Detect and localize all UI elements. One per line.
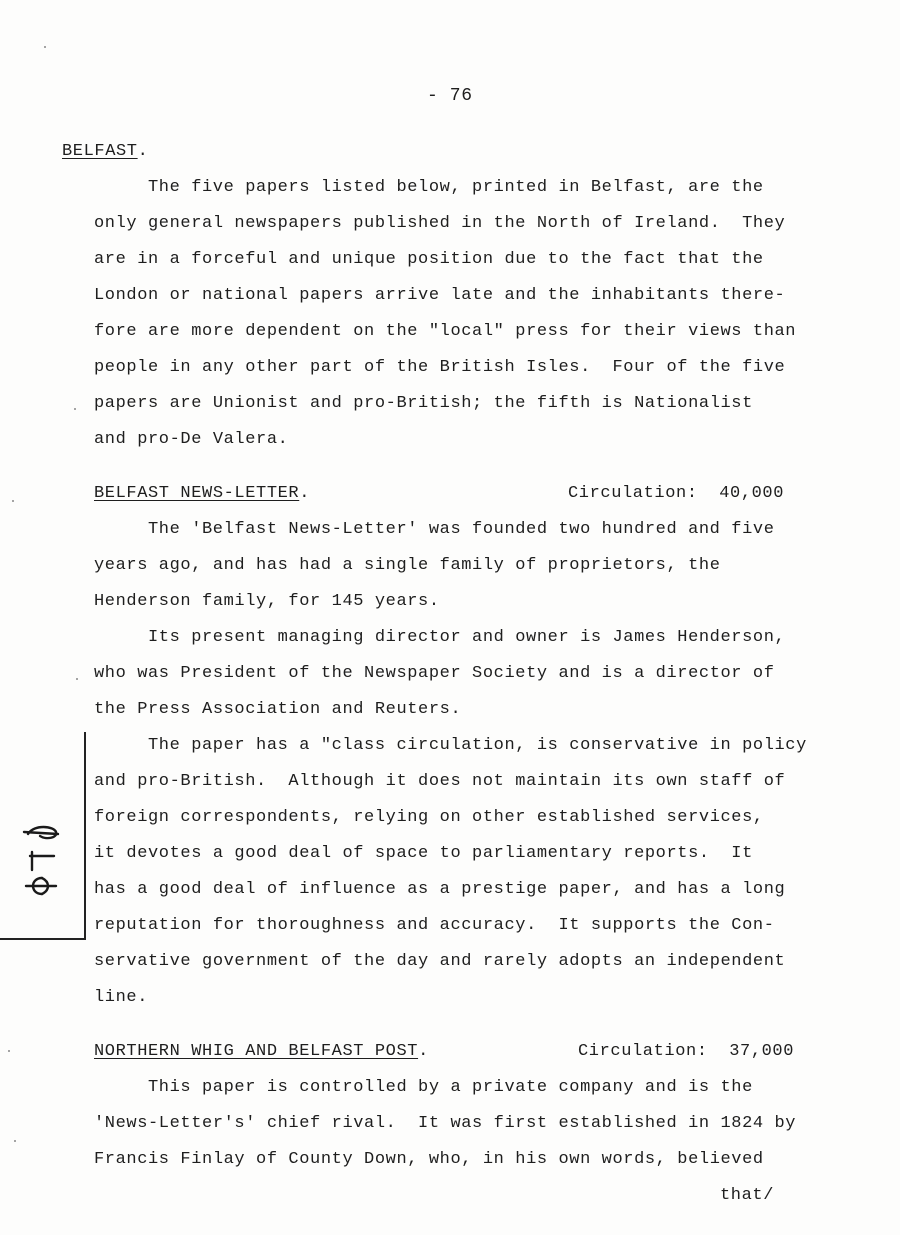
paper-title (94, 484, 310, 504)
paper-title-text: BELFAST NEWS-LETTER (94, 484, 300, 503)
scan-speck (8, 1050, 10, 1052)
scan-speck (76, 678, 78, 680)
intro-line: only general newspapers published in the North of Ireland. They (94, 214, 786, 233)
scan-speck (14, 1140, 16, 1142)
scan-speck (12, 500, 14, 502)
paper-line: line. (94, 988, 149, 1007)
section-heading-text: BELFAST (62, 142, 138, 161)
paper-line: years ago, and has had a single family of proprietors, the (94, 556, 721, 575)
paper-circulation: Circulation: 37,000 (578, 1042, 795, 1061)
paper-line: reputation for thoroughness and accuracy. It supports the Con- (94, 916, 775, 935)
paper-title-suffix: . (418, 1042, 429, 1061)
page-number: - 76 (427, 86, 473, 106)
paper-title-suffix: . (299, 484, 311, 503)
intro-line: The five papers listed below, printed in Belfast, are the (148, 178, 764, 197)
paper-line: foreign correspondents, relying on other established services, (94, 808, 764, 827)
section-heading-suffix: . (137, 142, 149, 161)
section-heading (62, 142, 148, 162)
scan-speck (44, 46, 46, 48)
paper-circulation: Circulation: 40,000 (568, 484, 785, 503)
paper-line: the Press Association and Reuters. (94, 700, 462, 719)
margin-bracket-line (0, 938, 86, 940)
handwritten-margin-number (20, 822, 64, 902)
scan-speck (74, 408, 76, 410)
paper-line: it devotes a good deal of space to parliamentary reports. It (94, 844, 753, 863)
paper-line: 'News-Letter's' chief rival. It was first established in 1824 by (94, 1114, 797, 1133)
paper-line: Francis Finlay of County Down, who, in his own words, believed (94, 1150, 764, 1169)
paper-line: who was President of the Newspaper Society and is a director of (94, 664, 775, 683)
paper-line: and pro-British. Although it does not maintain its own staff of (94, 772, 786, 791)
intro-line: are in a forceful and unique position due to the fact that the (94, 250, 764, 269)
intro-line: London or national papers arrive late and the inhabitants there- (94, 286, 786, 305)
intro-line: and pro-De Valera. (94, 430, 289, 449)
margin-bracket-line (84, 732, 86, 940)
paper-line: servative government of the day and rarely adopts an independent (94, 952, 786, 971)
intro-line: people in any other part of the British Isles. Four of the five (94, 358, 786, 377)
paper-line: This paper is controlled by a private company and is the (148, 1078, 753, 1097)
paper-line: Its present managing director and owner is James Henderson, (148, 628, 786, 647)
paper-line: has a good deal of influence as a prestige paper, and has a long (94, 880, 786, 899)
intro-line: papers are Unionist and pro-British; the fifth is Nationalist (94, 394, 753, 413)
paper-title-text: NORTHERN WHIG AND BELFAST POST (94, 1042, 419, 1061)
paper-line: Henderson family, for 145 years. (94, 592, 440, 611)
paper-line: The 'Belfast News-Letter' was founded two hundred and five (148, 520, 775, 539)
paper-line: The paper has a "class circulation, is conservative in policy (148, 736, 807, 755)
intro-line: fore are more dependent on the "local" press for their views than (94, 322, 797, 341)
catchword: that/ (720, 1186, 775, 1205)
paper-title (94, 1042, 429, 1062)
